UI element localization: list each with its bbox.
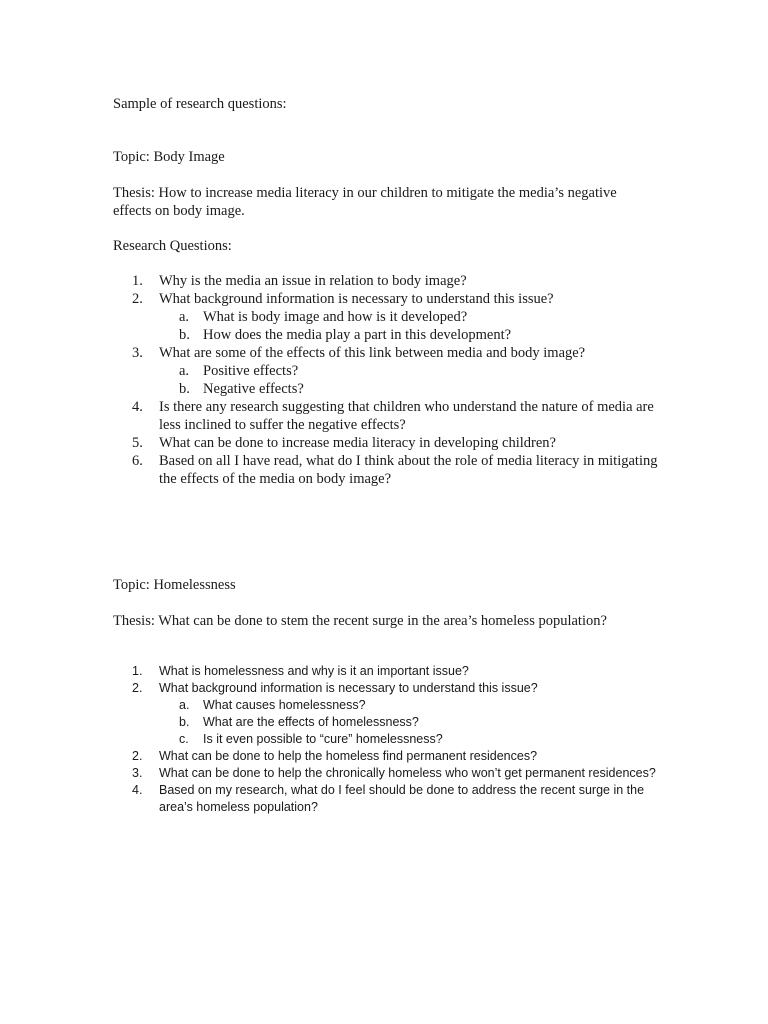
list-item-text: Why is the media an issue in relation to body image? (159, 273, 467, 289)
list-item (113, 290, 659, 344)
sub-list-item (113, 697, 613, 714)
sub-list-letter: b. (179, 715, 190, 729)
sub-list-letter: a. (179, 363, 190, 379)
list-number: 2. (132, 291, 143, 307)
list-item (113, 452, 659, 488)
sub-list-item (113, 714, 613, 731)
list-item (113, 434, 659, 452)
list-number: 5. (132, 435, 143, 451)
question-list-1 (113, 272, 659, 488)
list-number: 4. (132, 783, 143, 797)
list-item-text: What can be done to help the homeless find permanent residences? (159, 749, 538, 763)
list-number: 6. (132, 453, 143, 469)
list-item (113, 663, 659, 680)
list-number: 1. (132, 273, 143, 289)
list-number: 4. (132, 399, 143, 415)
list-item-text: What background information is necessary to understand this issue? (159, 291, 554, 307)
sub-list-item (113, 362, 613, 380)
sub-list (159, 308, 659, 344)
sub-list (159, 697, 659, 748)
sub-list-letter: b. (179, 381, 190, 397)
list-item-text: What can be done to help the chronically homeless who won’t get permanent residences? (159, 766, 656, 780)
list-item (113, 272, 659, 290)
sub-list-item-text: What are the effects of homelessness? (203, 715, 419, 729)
sub-list-item-text: What causes homelessness? (203, 698, 366, 712)
list-item-text: What is homelessness and why is it an important issue? (159, 664, 469, 678)
topic-2: Topic: Homelessness (113, 577, 236, 593)
thesis-1: Thesis: How to increase media literacy in our children to mitigate the media’s negative effects on body image. (113, 185, 617, 219)
list-item (113, 680, 659, 748)
sub-list-item (113, 308, 613, 326)
list-item (113, 782, 659, 816)
list-item (113, 398, 659, 434)
list-item (113, 748, 659, 765)
sub-list-item-text: Negative effects? (203, 381, 304, 397)
list-item (113, 344, 659, 398)
list-number: 2. (132, 749, 143, 763)
thesis-2: Thesis: What can be done to stem the recent surge in the area’s homeless population? (113, 613, 607, 629)
sub-list-item (113, 380, 613, 398)
list-item-text: What are some of the effects of this link between media and body image? (159, 345, 586, 361)
sub-list-item (113, 731, 613, 748)
sub-list-item-text: Is it even possible to “cure” homelessness? (203, 732, 443, 746)
list-item (113, 765, 659, 782)
list-number: 2. (132, 681, 143, 695)
list-item-text: What can be done to increase media literacy in developing children? (159, 435, 556, 451)
sub-list (159, 362, 659, 398)
sub-list-item (113, 326, 613, 344)
sub-list-letter: b. (179, 327, 190, 343)
topic-1: Topic: Body Image (113, 149, 225, 165)
question-list-2 (113, 663, 659, 816)
list-number: 1. (132, 664, 143, 678)
research-questions-heading: Research Questions: (113, 238, 232, 254)
sub-list-letter: a. (179, 698, 190, 712)
sub-list-letter: c. (179, 732, 189, 746)
list-item-text: Based on all I have read, what do I think about the role of media literacy in mitigating the effects of the media on body image? (159, 453, 658, 487)
list-item-text: Based on my research, what do I feel should be done to address the recent surge in the area’s homeless population? (159, 783, 645, 814)
list-number: 3. (132, 345, 143, 361)
list-item-text: What background information is necessary to understand this issue? (159, 681, 538, 695)
sub-list-item-text: Positive effects? (203, 363, 299, 379)
sub-list-item-text: How does the media play a part in this development? (203, 327, 512, 343)
list-number: 3. (132, 766, 143, 780)
document-heading: Sample of research questions: (113, 96, 287, 112)
sub-list-letter: a. (179, 309, 190, 325)
list-item-text: Is there any research suggesting that children who understand the nature of media are less inclined to suffer the negative effects? (159, 399, 654, 433)
sub-list-item-text: What is body image and how is it developed? (203, 309, 468, 325)
